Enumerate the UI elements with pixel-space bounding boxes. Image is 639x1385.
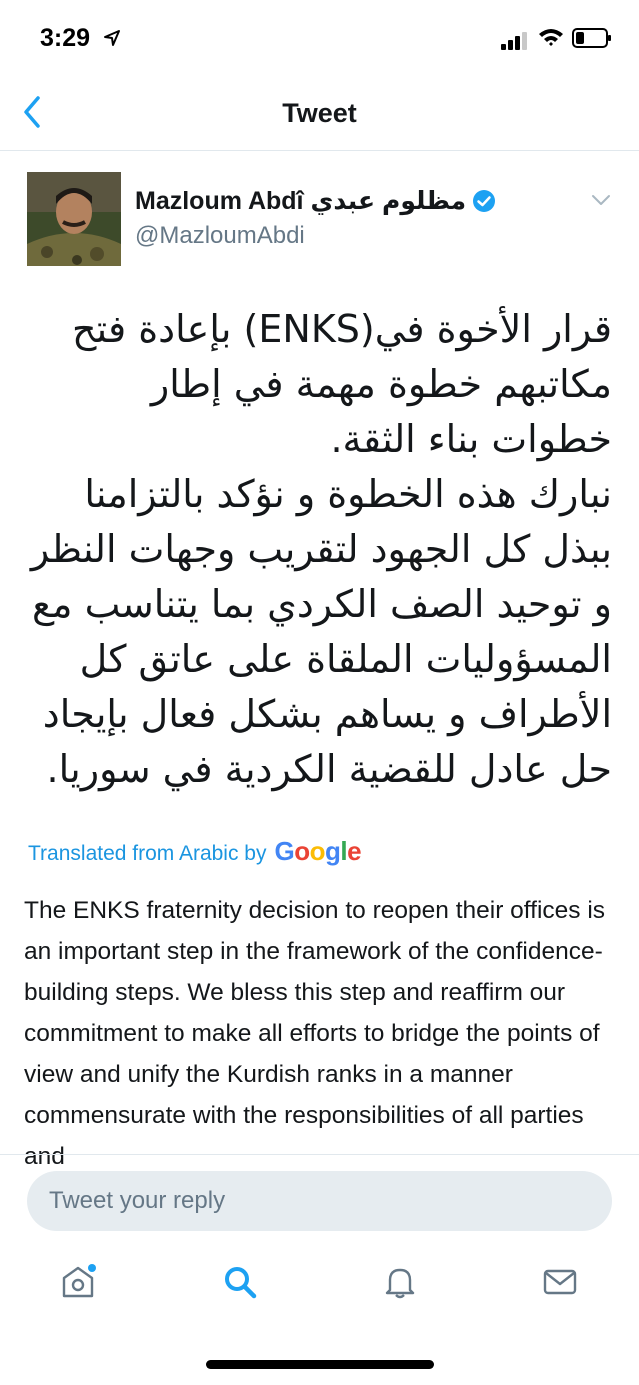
avatar[interactable] — [27, 172, 121, 266]
display-name[interactable]: Mazloum Abdî مظلوم عبدي — [135, 187, 467, 215]
status-bar — [0, 0, 639, 80]
nav-bar — [0, 80, 639, 151]
display-name-row — [135, 184, 496, 218]
cellular-signal-icon — [500, 30, 530, 50]
translation-attribution — [28, 836, 361, 867]
tab-bar — [0, 1252, 639, 1322]
status-time: 3:29 — [40, 24, 91, 52]
location-arrow-icon — [104, 30, 120, 46]
bell-icon[interactable] — [380, 1262, 420, 1302]
tweet-paragraph: نبارك هذه الخطوة و نؤكد بالتزامنا ببذل كل الجهود لتقريب وجهات النظر و توحيد الصف الكردي بما يتناسب مع المسؤوليات الملقاة على عاتق كل الأطراف و يساهم بشكل فعال بإيجاد حل عادل للقضية الكردية في سوريا. — [30, 472, 612, 791]
reply-input[interactable]: Tweet your reply — [27, 1171, 612, 1231]
tweet-paragraph: قرار الأخوة في(ENKS) بإعادة فتح مكاتبهم خطوة مهمة في إطار خطوات بناء الثقة. — [72, 307, 612, 461]
home-icon[interactable] — [58, 1262, 98, 1302]
tweet-text-arabic — [22, 302, 612, 797]
mail-icon[interactable] — [540, 1262, 580, 1302]
search-icon[interactable] — [220, 1262, 260, 1302]
chevron-down-icon[interactable] — [590, 192, 612, 208]
tweet-text-translated: The ENKS fraternity decision to reopen their offices is an important step in the framework of the confidence-building steps. We bless this step and reaffirm our commitment to make all efforts to bridge the points of view and unify the Kurdish ranks in a manner commensurate with the responsibilities of all parties and — [24, 897, 606, 1170]
google-logo: Google — [274, 836, 362, 866]
battery-icon — [572, 28, 612, 48]
avatar-image — [27, 172, 121, 266]
wifi-icon — [538, 27, 564, 47]
translated-label[interactable]: Translated from Arabic by — [28, 842, 267, 865]
reply-bar — [0, 1154, 639, 1249]
home-indicator[interactable] — [206, 1360, 434, 1369]
verified-badge-icon — [472, 189, 496, 213]
user-handle[interactable]: @MazloumAbdi — [135, 222, 305, 249]
page-title: Tweet — [282, 98, 357, 128]
